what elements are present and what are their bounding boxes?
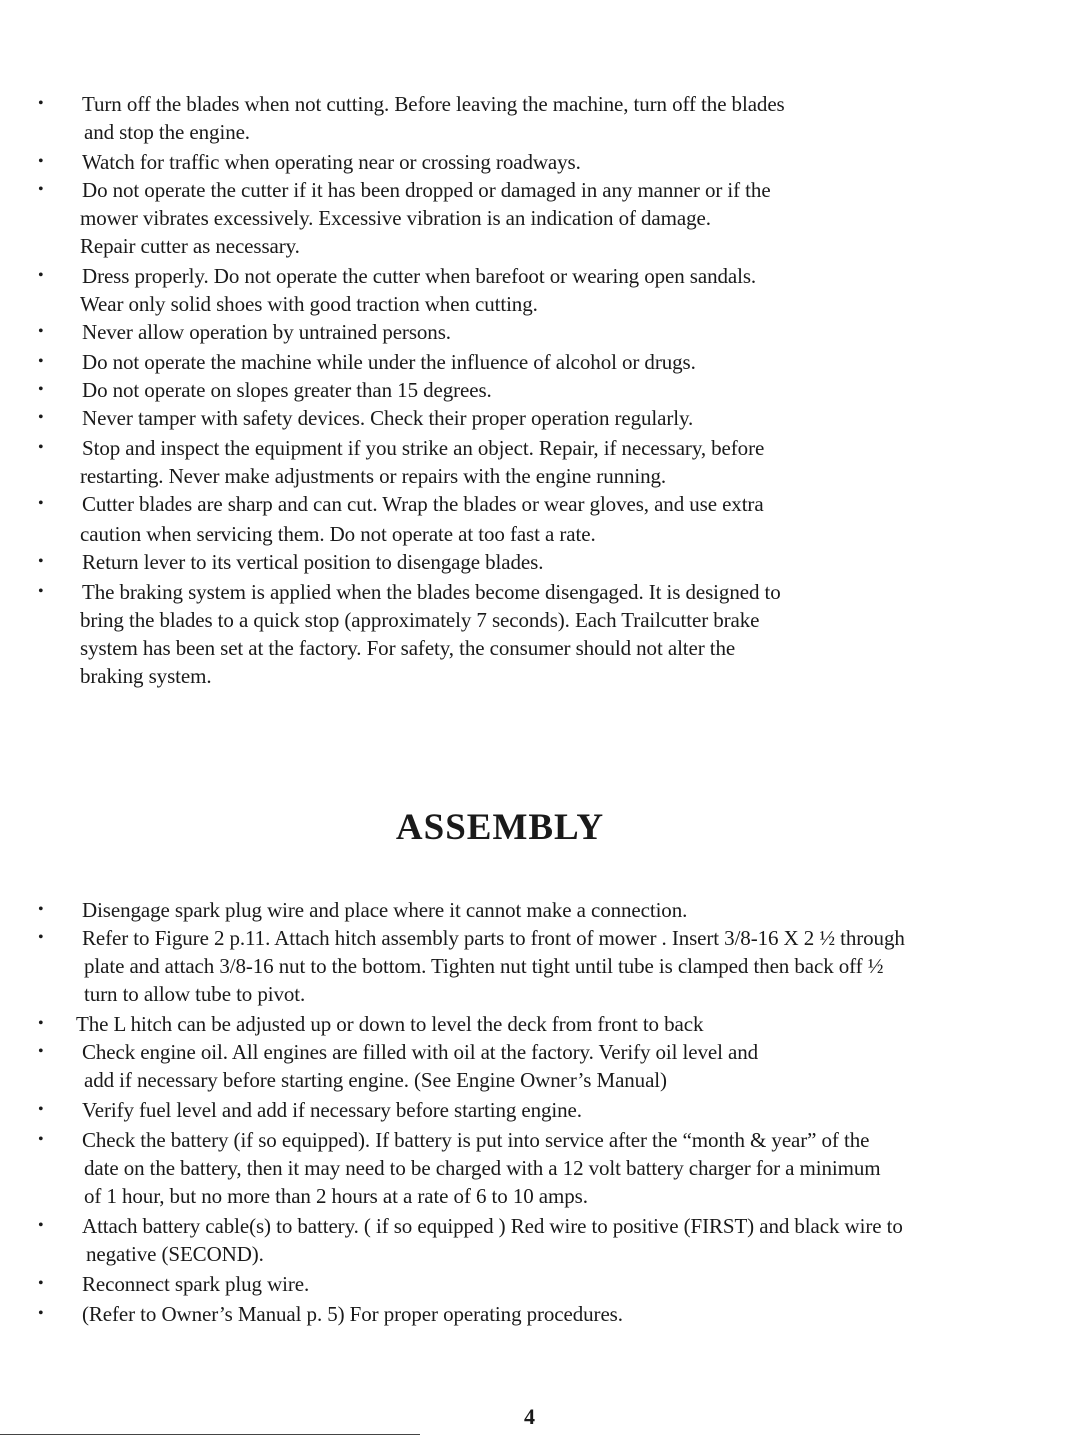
bullet-icon: • (38, 267, 44, 284)
assembly-item-line: negative (SECOND). (86, 1242, 264, 1266)
bullet-icon: • (38, 1305, 44, 1322)
safety-item-line: bring the blades to a quick stop (approximately 7 seconds). Each Trailcutter brake (80, 608, 760, 632)
bullet-icon: • (38, 181, 44, 198)
assembly-item-line: Check engine oil. All engines are filled with oil at the factory. Verify oil level and (82, 1040, 759, 1064)
assembly-heading: ASSEMBLY (395, 807, 605, 848)
safety-item-line: Do not operate the machine while under the influence of alcohol or drugs. (82, 350, 696, 374)
bullet-icon: • (38, 353, 44, 370)
bullet-icon: • (38, 495, 44, 512)
safety-item-line: Return lever to its vertical position to disengage blades. (82, 550, 544, 574)
safety-item-line: restarting. Never make adjustments or repairs with the engine running. (80, 464, 667, 488)
safety-item-line: Watch for traffic when operating near or crossing roadways. (82, 150, 581, 174)
assembly-item-line: date on the battery, then it may need to be charged with a 12 volt battery charger for a minimum (84, 1156, 881, 1180)
assembly-item-line: turn to allow tube to pivot. (84, 982, 306, 1006)
assembly-item-line: (Refer to Owner’s Manual p. 5) For proper operating procedures. (82, 1302, 623, 1326)
assembly-item-line: Disengage spark plug wire and place where it cannot make a connection. (82, 898, 688, 922)
bullet-icon: • (38, 381, 44, 398)
safety-item-line: Turn off the blades when not cutting. Before leaving the machine, turn off the blades (82, 92, 785, 116)
safety-item-line: caution when servicing them. Do not operate at too fast a rate. (80, 522, 596, 546)
bullet-icon: • (38, 583, 44, 600)
bullet-icon: • (38, 1101, 44, 1118)
safety-item-line: Do not operate the cutter if it has been dropped or damaged in any manner or if the (82, 178, 771, 202)
safety-item-line: Repair cutter as necessary. (80, 234, 300, 258)
bullet-icon: • (38, 929, 44, 946)
bullet-icon: • (38, 323, 44, 340)
bullet-icon: • (38, 1015, 44, 1032)
bullet-icon: • (38, 95, 44, 112)
bullet-icon: • (38, 1217, 44, 1234)
bullet-icon: • (38, 553, 44, 570)
assembly-item-line: Refer to Figure 2 p.11. Attach hitch assembly parts to front of mower . Insert 3/8-16 X 2 ½ through (82, 926, 905, 950)
safety-item-line: system has been set at the factory. For safety, the consumer should not alter the (80, 636, 736, 660)
assembly-item-line: The L hitch can be adjusted up or down to level the deck from front to back (76, 1012, 704, 1036)
bullet-icon: • (38, 1043, 44, 1060)
safety-item-line: Cutter blades are sharp and can cut. Wrap the blades or wear gloves, and use extra (82, 492, 764, 516)
safety-item-line: braking system. (80, 664, 212, 688)
bullet-icon: • (38, 409, 44, 426)
bullet-icon: • (38, 901, 44, 918)
safety-item-line: and stop the engine. (84, 120, 250, 144)
bullet-icon: • (38, 1275, 44, 1292)
assembly-item-line: Verify fuel level and add if necessary before starting engine. (82, 1098, 582, 1122)
safety-item-line: Do not operate on slopes greater than 15 degrees. (82, 378, 492, 402)
safety-item-line: Never allow operation by untrained persons. (82, 320, 451, 344)
safety-item-line: Dress properly. Do not operate the cutter when barefoot or wearing open sandals. (82, 264, 757, 288)
assembly-item-line: of 1 hour, but no more than 2 hours at a rate of 6 to 10 amps. (84, 1184, 588, 1208)
footer-rule (0, 1434, 420, 1435)
assembly-item-line: Check the battery (if so equipped). If battery is put into service after the “month & year” of the (82, 1128, 870, 1152)
safety-item-line: mower vibrates excessively. Excessive vibration is an indication of damage. (80, 206, 711, 230)
safety-item-line: The braking system is applied when the blades become disengaged. It is designed to (82, 580, 781, 604)
bullet-icon: • (38, 1131, 44, 1148)
assembly-item-line: add if necessary before starting engine. (See Engine Owner’s Manual) (84, 1068, 667, 1092)
safety-item-line: Stop and inspect the equipment if you strike an object. Repair, if necessary, before (82, 436, 765, 460)
assembly-item-line: Reconnect spark plug wire. (82, 1272, 310, 1296)
bullet-icon: • (38, 153, 44, 170)
safety-item-line: Wear only solid shoes with good traction when cutting. (80, 292, 538, 316)
bullet-icon: • (38, 439, 44, 456)
page-number: 4 (524, 1404, 535, 1429)
assembly-item-line: plate and attach 3/8-16 nut to the bottom. Tighten nut tight until tube is clamped then back off ½ (84, 954, 884, 978)
safety-item-line: Never tamper with safety devices. Check their proper operation regularly. (82, 406, 694, 430)
assembly-item-line: Attach battery cable(s) to battery. ( if so equipped ) Red wire to positive (FIRST) and black wire to (82, 1214, 903, 1238)
